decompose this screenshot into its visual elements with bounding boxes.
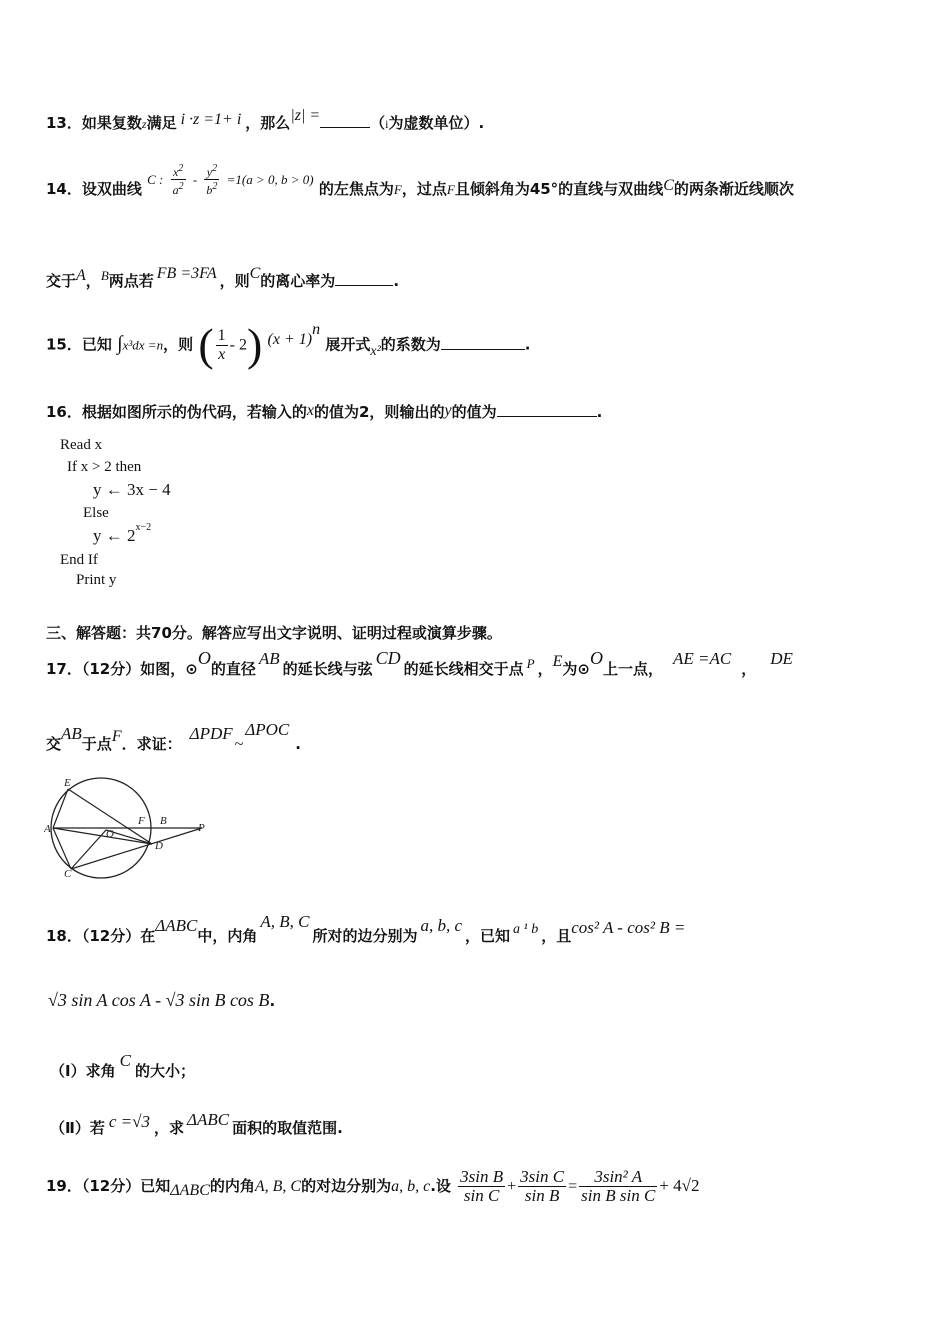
q14-l2-comma: ， bbox=[85, 272, 101, 290]
code-line-7: Print y bbox=[76, 572, 117, 588]
fig-label-D: D bbox=[155, 840, 163, 852]
q13-answer-blank bbox=[320, 113, 370, 128]
q17-similar: ~ bbox=[234, 736, 244, 753]
question-18 bbox=[46, 912, 686, 946]
question-13 bbox=[46, 107, 485, 133]
q15-x2: x² bbox=[370, 343, 381, 359]
q18-p2-ABC: ΔABC bbox=[187, 1110, 230, 1129]
q17-F: F bbox=[111, 728, 122, 745]
q16-x: x bbox=[306, 402, 314, 419]
q18-text-3: ，已知 bbox=[465, 927, 511, 945]
q17-P: P bbox=[526, 656, 535, 671]
q15-text-4: 的系数为 bbox=[380, 335, 441, 354]
q18-p1-label: （Ⅰ）求角 bbox=[50, 1062, 116, 1080]
question-14-line-2 bbox=[46, 265, 400, 291]
q17-AE-AC: AE =AC bbox=[673, 649, 732, 668]
q15-one: 1 bbox=[217, 326, 226, 344]
fig-label-B: B bbox=[160, 815, 167, 827]
q18-p2-c: c =√3 bbox=[108, 1112, 150, 1131]
q18-l2-end: . bbox=[269, 992, 276, 1010]
q18-p2-label: （Ⅱ）若 bbox=[50, 1119, 105, 1137]
fig-label-O: O bbox=[106, 828, 114, 840]
question-17 bbox=[46, 648, 793, 679]
q18-a-neq-b: a ¹ b bbox=[513, 922, 539, 937]
q14-answer-blank bbox=[335, 271, 393, 286]
q14-l2-text-2: 两点若 bbox=[108, 272, 154, 290]
q14-text-4: 且倾斜角为45°的直线与双曲线 bbox=[454, 180, 664, 198]
code-line-4: Else bbox=[83, 505, 109, 521]
question-18-line-2 bbox=[48, 990, 275, 1011]
code-line-2: If x > 2 then bbox=[67, 459, 142, 475]
q19-equals: = bbox=[568, 1178, 578, 1195]
question-16 bbox=[46, 401, 602, 422]
q18-p1-C: C bbox=[119, 1051, 131, 1070]
q17-AB: AB bbox=[258, 649, 280, 668]
q15-answer-blank bbox=[441, 335, 525, 350]
q17-text: 的直径 bbox=[210, 660, 256, 678]
q17-text-7: ， bbox=[741, 660, 757, 678]
q14-end: . bbox=[393, 272, 400, 290]
q15-end: . bbox=[524, 335, 531, 354]
q15-number: 15． bbox=[46, 335, 82, 354]
q17-DE: DE bbox=[770, 649, 793, 668]
q19-f3-numerator: 3sin² A bbox=[579, 1168, 657, 1187]
q15-text-2: ，则 bbox=[163, 335, 194, 354]
question-15: 15．已知 ∫x³dx =n，则 ( $\frac{1}{x}$ - 2) $(x + 1)^n$ 展开式x²的系数为 . bbox=[46, 319, 531, 370]
q16-answer-blank bbox=[497, 402, 597, 417]
q17-AB-2: AB bbox=[61, 724, 82, 743]
q18-cos-equation: cos² A - cos² B = bbox=[571, 918, 686, 937]
q13-text-5: 为虚数单位）. bbox=[388, 114, 485, 132]
q19-fraction-1 bbox=[458, 1168, 505, 1205]
fig-label-F: F bbox=[138, 815, 145, 827]
q17-text-5: 为⊙ bbox=[562, 660, 590, 678]
code-line-1: Read x bbox=[60, 437, 103, 453]
q14-frac-y: $\frac{y^2}{b^2}$ bbox=[206, 163, 218, 197]
q13-equation: i ·z =1+ i bbox=[180, 111, 242, 128]
question-14 bbox=[46, 163, 794, 207]
q14-C: C bbox=[663, 177, 674, 194]
q19-f1-numerator: 3sin B bbox=[460, 1167, 504, 1186]
fig-label-P: P bbox=[198, 822, 205, 834]
q13-abs-z: |z| = bbox=[290, 107, 321, 124]
q17-E: E bbox=[552, 653, 563, 670]
q14-C-2: C bbox=[249, 265, 261, 282]
q15-minus-2: - 2 bbox=[229, 336, 247, 354]
q13-z: z bbox=[141, 117, 147, 131]
q14-FB-equation: FB =3FA bbox=[156, 265, 217, 282]
q13-text-4: （ bbox=[370, 114, 386, 132]
q15-power-base: (x + 1) bbox=[267, 330, 313, 348]
fig-label-A: A bbox=[44, 823, 51, 835]
line-AD bbox=[53, 828, 152, 844]
q17-text-4: ， bbox=[537, 660, 553, 678]
q19-text-2: 的对边分别为 bbox=[301, 1177, 392, 1195]
question-19 bbox=[46, 1168, 699, 1205]
fig-label-E: E bbox=[64, 777, 71, 789]
q19-tail: + 4√2 bbox=[659, 1176, 700, 1195]
q14-F-2: F bbox=[446, 182, 455, 197]
q15-x: x bbox=[218, 345, 226, 363]
q17-CD: CD bbox=[375, 648, 401, 668]
q13-text-3: ，那么 bbox=[245, 114, 291, 132]
q17-l2-text: 交 bbox=[46, 735, 62, 753]
q13-number: 13． bbox=[46, 114, 82, 132]
q19-f1-denominator: sin C bbox=[463, 1186, 500, 1205]
q14-l2-text-3: ，则 bbox=[219, 272, 250, 290]
q18-equation-rhs: √3 sin A cos A - √3 sin B cos B bbox=[48, 990, 270, 1010]
q14-hyperbola-equation: C : $\frac{x^2}{a^2}$ - $\frac{y^2}{b^2}$ =1(a > 0, b > 0) bbox=[147, 163, 314, 197]
q17-text-6: 上一点， bbox=[603, 660, 664, 678]
q18-ABC: ΔABC bbox=[155, 916, 198, 935]
q14-text: 设双曲线 bbox=[81, 180, 142, 198]
geometry-figure bbox=[44, 775, 214, 885]
q17-end: . bbox=[295, 735, 301, 753]
q19-plus: + bbox=[507, 1178, 517, 1195]
code-line-3: y ← 3x − 4 bbox=[93, 480, 171, 499]
q17-text-3: 的延长线相交于点 bbox=[403, 660, 524, 678]
q14-condition: =1(a > 0, b > 0) bbox=[226, 172, 314, 187]
q19-fraction-3 bbox=[579, 1168, 657, 1205]
q18-number: 18．（12分）在 bbox=[46, 927, 156, 945]
code-line-6: End If bbox=[60, 552, 98, 568]
q16-y: y bbox=[444, 402, 452, 419]
q14-text-5: 的两条渐近线顺次 bbox=[673, 180, 794, 198]
code-line-5-text: y ← 2 bbox=[93, 526, 136, 545]
q16-end: . bbox=[596, 403, 603, 421]
q17-l2-text-3: ．求证： bbox=[121, 735, 182, 753]
q13-i: i bbox=[385, 117, 389, 131]
q19-fraction-2 bbox=[518, 1168, 566, 1205]
section-heading: 三、解答题：共70分。解答应写出文字说明、证明过程或演算步骤。 bbox=[46, 624, 502, 642]
q15-text-3: 展开式 bbox=[325, 335, 371, 354]
q15-power-n: n bbox=[312, 320, 321, 338]
q14-F: F bbox=[393, 182, 402, 197]
q17-l2-text-2: 于点 bbox=[81, 735, 112, 753]
q19-sides: a, b, c bbox=[391, 1178, 431, 1195]
q14-A: A bbox=[76, 267, 86, 284]
q15-text: 已知 bbox=[81, 335, 112, 354]
q16-text-2: 的值为2，则输出的 bbox=[314, 403, 445, 421]
question-17-line-2 bbox=[46, 720, 301, 754]
fig-label-C: C bbox=[64, 868, 72, 880]
q15-fraction bbox=[216, 327, 228, 364]
q14-B: B bbox=[100, 268, 109, 283]
q18-text: 中，内角 bbox=[197, 927, 258, 945]
q19-ABC: ΔABC bbox=[170, 1182, 210, 1199]
q14-c-label: C : bbox=[147, 172, 164, 187]
q14-frac-x: $\frac{x^2}{a^2}$ bbox=[172, 163, 184, 197]
q14-text-2: 的左焦点为 bbox=[318, 180, 394, 198]
q16-number: 16． bbox=[46, 403, 82, 421]
q14-text-3: ，过点 bbox=[401, 180, 447, 198]
q17-O: O bbox=[197, 648, 211, 668]
q18-sides: a, b, c bbox=[420, 916, 463, 935]
q17-O-2: O bbox=[590, 648, 603, 668]
q18-p1-text: 的大小； bbox=[134, 1062, 195, 1080]
q19-number: 19．（12分）已知 bbox=[46, 1177, 171, 1195]
q15-integral-body: x³dx =n bbox=[122, 337, 164, 353]
q19-f2-numerator: 3sin C bbox=[520, 1167, 565, 1186]
q14-l2-text: 交于 bbox=[46, 272, 77, 290]
q13-text: 如果复数 bbox=[81, 114, 142, 132]
code-exponent: x−2 bbox=[135, 522, 152, 534]
q18-p2-text-2: 面积的取值范围. bbox=[232, 1119, 343, 1137]
q19-angles: A, B, C bbox=[254, 1178, 302, 1195]
q19-f3-denominator: sin B sin C bbox=[581, 1186, 656, 1205]
q19-f2-denominator: sin B bbox=[524, 1186, 560, 1205]
q17-POC: ΔPOC bbox=[245, 720, 290, 739]
q17-text-2: 的延长线与弦 bbox=[282, 660, 373, 678]
q19-text: 的内角 bbox=[209, 1177, 255, 1195]
q17-PDF: ΔPDF bbox=[189, 724, 233, 743]
code-line-5 bbox=[93, 522, 152, 546]
q14-l2-text-4: 的离心率为 bbox=[260, 272, 336, 290]
q16-text-3: 的值为 bbox=[451, 403, 497, 421]
q16-text: 根据如图所示的伪代码，若输入的 bbox=[81, 403, 307, 421]
q15-integral-sign: ∫ bbox=[117, 332, 123, 355]
q19-text-3: .设 bbox=[430, 1177, 451, 1195]
question-18-part-1 bbox=[50, 1051, 195, 1081]
q18-text-4: ，且 bbox=[541, 927, 572, 945]
q13-text-2: 满足 bbox=[146, 114, 177, 132]
q18-angles: A, B, C bbox=[260, 912, 310, 931]
q17-number: 17．（12分）如图，⊙ bbox=[46, 660, 198, 678]
q18-p2-text: ，求 bbox=[154, 1119, 185, 1137]
question-18-part-2 bbox=[50, 1110, 343, 1138]
q18-text-2: 所对的边分别为 bbox=[312, 927, 418, 945]
q14-number: 14． bbox=[46, 180, 82, 198]
